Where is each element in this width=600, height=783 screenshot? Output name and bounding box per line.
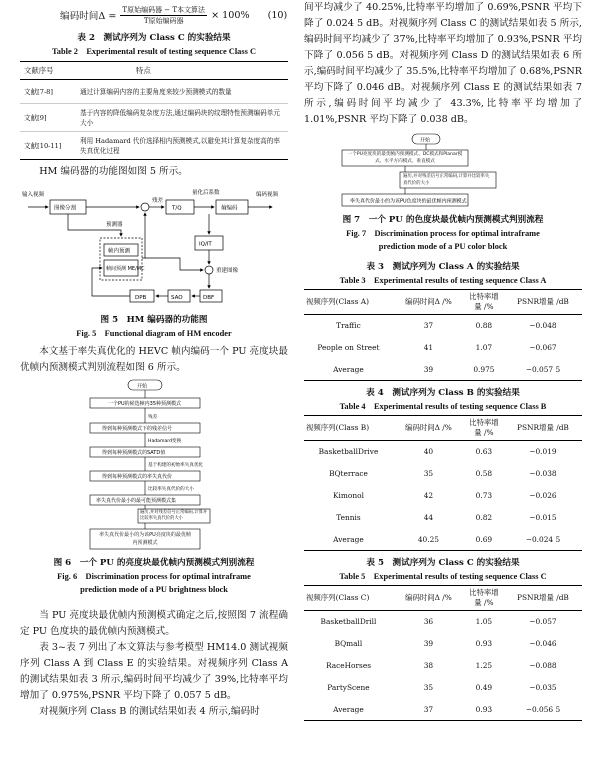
table5-header-time: 编码时间Δ /% [393, 586, 464, 611]
bitrate-delta: 1.25 [475, 661, 493, 670]
table-row [304, 315, 582, 337]
fig6-caption-en-2: prediction mode of a PU brightness block [80, 585, 228, 594]
formula-rhs: × 100% [211, 9, 250, 21]
seq-name: People on Street [317, 343, 380, 352]
fig6-step-text: 残差 [148, 415, 158, 420]
fig5-input-label: 输入视频 [22, 192, 45, 198]
bitrate-delta: 1.07 [475, 343, 493, 352]
table-row [304, 485, 582, 507]
fig7-step-text: 率失真代价最小的为该PU色度块的最优帧内预测模式 [350, 198, 467, 205]
table2-feature: 利用 Hadamard 代价选择相内预测模式,以避免其计算复杂度高的率失真优化过程 [76, 132, 288, 160]
right-column [304, 0, 582, 721]
table5 [304, 585, 582, 721]
fig6-step-text: 得到每种预测模式下的残差信号 [102, 426, 173, 432]
formula-denominator: T原始编码器 [143, 16, 184, 25]
table2-ref: 文献[7-8] [20, 80, 76, 104]
table2-ref: 文献[10-11] [20, 132, 76, 160]
bitrate-delta: 0.82 [475, 513, 493, 522]
fig5-predictor-label: 预测器 [106, 222, 123, 228]
table-row [20, 80, 288, 104]
bitrate-delta: 0.975 [464, 359, 504, 381]
seq-name: Kimonol [333, 491, 364, 500]
psnr-delta: −0.067 [529, 343, 557, 352]
fig6-step-text: 开始 [137, 383, 148, 390]
table-row [304, 441, 582, 463]
fig5-tq-label: T/Q [172, 205, 182, 212]
fig6-step-text: 得到每种预测模式的SATD值 [102, 450, 166, 456]
time-delta: 39 [393, 359, 464, 381]
table2-caption-en: Table 2 Experimental result of testing sequence Class C [51, 47, 257, 56]
fig5-iqit-label: IQ/IT [199, 241, 212, 248]
fig6-step-text: 得到每种预测模式的率失真代价 [102, 474, 173, 480]
formula-numerator: T原始编码器 − T本文算法 [122, 5, 206, 14]
seq-name: BasketballDrill [320, 617, 377, 627]
para-left-3: 对视频序列 Class B 的测试结果如表 4 所示,编码时 [39, 706, 260, 717]
fig6-caption-en-1: Fig. 6 Discrimination process for optimal intraframe [57, 572, 251, 581]
table2-feature: 基于内容的降低编码复杂度方法,通过编码块的纹理特性预测编码单元大小 [76, 104, 288, 132]
table3-caption-cn: 表 3 测试序列为 Class A 的实验结果 [366, 262, 520, 272]
fig5-intra-label: 帧内预测 [108, 248, 131, 255]
fig7-step-text: 遍历,并对残差信号正常编码,计算并比较率失真代价的大小 [403, 174, 490, 186]
psnr-delta: −0.057 5 [504, 359, 582, 381]
time-delta: 40 [423, 447, 434, 457]
time-delta: 39 [423, 639, 434, 648]
table-row [304, 359, 582, 381]
fig6-step-text: 遍历,并对残差信号正常编码,计算并比较率失真代价的大小 [140, 510, 208, 521]
fig6-step-text: 率失真代价最小的最可能预测模式集 [96, 498, 177, 504]
psnr-delta: −0.048 [529, 321, 557, 331]
para-flow: 本文基于率失真优化的 HEVC 帧内编码一个 PU 亮度块最优帧内预测模式判别流程如图 6 所示。 [20, 346, 288, 373]
table-row [304, 507, 582, 529]
time-delta: 42 [423, 491, 434, 500]
seq-name: Average [304, 529, 393, 551]
seq-name: BasketballDrive [318, 447, 379, 457]
psnr-delta: −0.057 [529, 617, 557, 627]
fig6-step-text: 率失真代价最小的为该PU亮度块的最优帧内预测模式 [99, 532, 191, 546]
table5-header-psnr: PSNR增量 /dB [504, 586, 582, 611]
table3 [304, 289, 582, 381]
seq-name: BQterrace [329, 469, 368, 478]
fig5-sao-label: SAO [171, 295, 183, 301]
seq-name: PartyScene [327, 683, 370, 692]
bitrate-delta: 0.58 [475, 469, 493, 478]
table2-ref: 文献[9] [20, 104, 76, 132]
table5-caption-en: Table 5 Experimental results of testing sequence Class C [339, 572, 547, 581]
psnr-delta: −0.019 [529, 447, 557, 457]
fig6-step-text: 一个PU的候选帧内35种预测模式 [108, 401, 182, 407]
psnr-delta: −0.038 [529, 469, 557, 478]
time-delta: 37 [393, 699, 464, 721]
table3-header-seq: 视频序列(Class A) [304, 290, 393, 315]
table-row [304, 633, 582, 655]
table-row [304, 655, 582, 677]
table5-caption-cn: 表 5 测试序列为 Class C 的实验结果 [366, 558, 520, 568]
seq-name: Average [304, 359, 393, 381]
table-row [20, 132, 288, 160]
table4-header-seq: 视频序列(Class B) [304, 416, 393, 441]
formula-lhs: 编码时间Δ = [60, 11, 117, 22]
para-right-top: 间平均减少了 40.25%,比特率平均增加了 0.69%,PSNR 平均下降了 0.024 5 dB。对视频序列 Class C 的测试结果如表 5 所示,编码时间平均减少了 37%,比特率平均增加了 0.93%,PSNR 平均下降了 0.056 5 dB。对视频序列 Class D 的测试结果如表 6 所示,编码时间平均减少了 35.5%,比特率平均增加了 0.68%,PSNR 平均下降了 0.046 dB。对视频序列 Class E 的测试结果如表 7 所示,编码时间平均减少了 43.3%,比特率平均增加了 1.01%,PSNR 平均下降了 0.038 dB。 [304, 2, 582, 125]
time-delta: 40.25 [393, 529, 464, 551]
fig5-caption-en: Fig. 5 Functional diagram of HM encoder [76, 329, 232, 338]
para-left-2: 表 3~表 7 列出了本文算法与参考模型 HM14.0 测试视频序列 Class A 到 Class E 的实验结果。对视频序列 Class A 的测试结果如表 3 所示,编码时间平均减少了 39%,比特率平均增加了 0.975%,PSNR 平均下降了 0.057 5 dB。 [20, 642, 288, 701]
bitrate-delta: 0.73 [475, 491, 493, 500]
fig5-caption-cn: 图 5 HM 编码器的功能图 [100, 315, 208, 325]
bitrate-delta: 0.63 [475, 447, 493, 457]
table-row [304, 463, 582, 485]
table2-feature: 通过计算编码内容的主要角度来较少预测模式的数量 [76, 80, 288, 104]
para-hm: HM 编码器的功能图如图 5 所示。 [39, 166, 188, 177]
psnr-delta: −0.056 5 [504, 699, 582, 721]
fig5-sum-node [141, 203, 149, 211]
table2 [20, 61, 288, 160]
table2-header-ref: 文献序号 [20, 62, 76, 80]
table3-header-psnr: PSNR增量 /dB [504, 290, 582, 315]
fig5-dpb-label: DPB [135, 295, 147, 301]
table3-caption-en: Table 3 Experimental results of testing sequence Class A [339, 276, 547, 285]
fig7-caption-cn: 图 7 一个 PU 的色度块最优帧内预测模式判别流程 [342, 215, 544, 225]
fig6-step-text: 基于构建的初始率失真优化 [148, 463, 204, 468]
table5-header-bitrate: 比特率增量 /% [464, 586, 504, 611]
fig6-step-text: Hadamard变换 [148, 439, 182, 444]
fig7-step-text: 一个PU亮度块的最优帧内预测模式、DC模式和Planar模式、水平方向模式、垂直模式 [347, 152, 463, 164]
formula-10 [60, 0, 288, 30]
time-delta: 38 [423, 661, 434, 670]
table-row [304, 677, 582, 699]
fig5-output-label: 编码视频 [256, 192, 279, 198]
psnr-delta: −0.046 [529, 639, 557, 648]
seq-name: BQmall [334, 639, 363, 648]
time-delta: 44 [423, 513, 434, 522]
bitrate-delta: 1.05 [475, 617, 493, 627]
table4-caption-en: Table 4 Experimental results of testing sequence Class B [339, 402, 547, 411]
para-left-1: 当 PU 亮度块最优帧内预测模式确定之后,按照图 7 流程确定 PU 色度块的最优帧内预测模式。 [20, 610, 288, 637]
table-row [304, 337, 582, 359]
fig5-entropy-label: 熵编码 [221, 205, 238, 212]
formula-fraction [120, 5, 207, 26]
fig7-step-text: 开始 [420, 137, 431, 144]
seq-name: RaceHorses [325, 661, 371, 670]
time-delta: 36 [423, 617, 434, 627]
fig5-quant-label: 量化后系数 [192, 190, 220, 196]
fig6-flowchart [20, 378, 288, 553]
table3-header-bitrate: 比特率增量 /% [464, 290, 504, 315]
fig5-residual-label: 残差 [152, 198, 164, 204]
table-row [304, 529, 582, 551]
fig5-inter-label: 帧间预测 ME/MC [106, 266, 145, 272]
time-delta: 41 [423, 343, 434, 352]
time-delta: 35 [423, 469, 434, 478]
fig5-diagram [20, 182, 288, 310]
bitrate-delta: 0.69 [464, 529, 504, 551]
fig5-recon-node [205, 266, 213, 274]
table4-header-time: 编码时间Δ /% [393, 416, 464, 441]
fig7-caption-en-1: Fig. 7 Discrimination process for optimal intraframe [346, 229, 540, 238]
left-column [20, 0, 288, 720]
fig5-split-label: 图像分割 [54, 205, 77, 212]
time-delta: 35 [423, 683, 434, 692]
psnr-delta: −0.015 [529, 513, 557, 522]
table2-header-feature: 特点 [76, 62, 288, 80]
bitrate-delta: 0.93 [464, 699, 504, 721]
seq-name: Tennis [336, 513, 361, 522]
seq-name: Average [304, 699, 393, 721]
fig7-caption-en-2: prediction mode of a PU color block [378, 242, 508, 251]
table-row [304, 611, 582, 633]
table4-caption-cn: 表 4 测试序列为 Class B 的实验结果 [366, 388, 520, 398]
fig7-flowchart [304, 132, 582, 210]
table4-header-bitrate: 比特率增量 /% [464, 416, 504, 441]
bitrate-delta: 0.88 [475, 321, 493, 331]
table-row [20, 104, 288, 132]
psnr-delta: −0.035 [529, 683, 557, 692]
seq-name: Traffic [336, 321, 361, 331]
bitrate-delta: 0.93 [475, 639, 493, 648]
psnr-delta: −0.026 [529, 491, 557, 500]
table5-header-seq: 视频序列(Class C) [304, 586, 393, 611]
time-delta: 37 [423, 321, 434, 331]
fig6-step-text: 比较率失真代价的大小 [148, 487, 194, 492]
bitrate-delta: 0.49 [475, 683, 493, 692]
table3-header-time: 编码时间Δ /% [393, 290, 464, 315]
fig6-caption-cn: 图 6 一个 PU 的亮度块最优帧内预测模式判别流程 [53, 558, 255, 568]
table-row [304, 699, 582, 721]
table2-caption-cn: 表 2 测试序列为 Class C 的实验结果 [77, 33, 231, 43]
fig5-recon-label: 重建图像 [216, 268, 239, 274]
psnr-delta: −0.088 [529, 661, 557, 670]
fig5-dbf-label: DBF [203, 295, 215, 301]
formula-number: (10) [267, 9, 288, 21]
psnr-delta: −0.024 5 [504, 529, 582, 551]
table4-header-psnr: PSNR增量 /dB [504, 416, 582, 441]
table4 [304, 415, 582, 551]
